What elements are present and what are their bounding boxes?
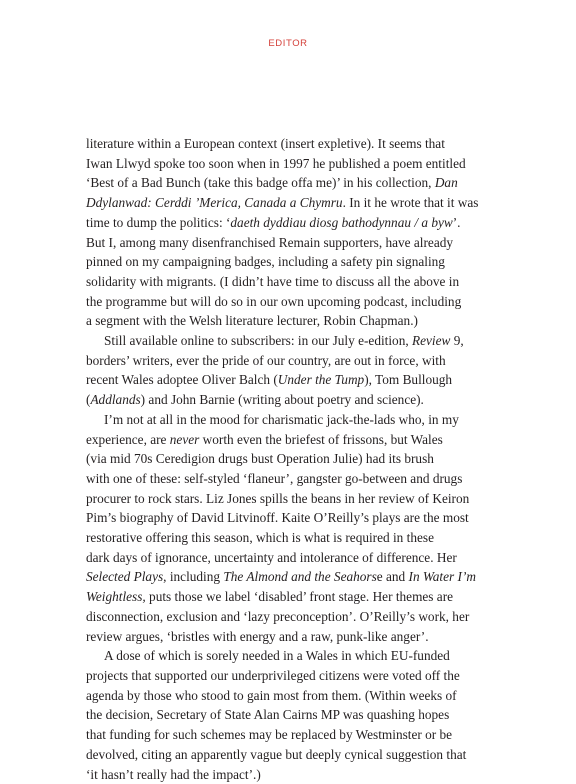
- text-line: [86, 627, 516, 647]
- text-line: [86, 154, 516, 174]
- text-line: [86, 449, 516, 469]
- text-run: But I, among many disenfranchised Remain supporters, have already: [86, 235, 453, 250]
- text-line: [86, 390, 516, 410]
- italic-text-run: Addlands: [90, 392, 140, 407]
- text-run: ) and John Barnie (writing about poetry and science).: [141, 392, 424, 407]
- text-line: [86, 508, 516, 528]
- text-run: e and: [377, 569, 409, 584]
- text-line: [86, 469, 516, 489]
- text-run: ’.: [453, 215, 461, 230]
- text-run: procurer to rock stars. Liz Jones spills the beans in her review of Keiron: [86, 491, 469, 506]
- italic-text-run: daeth dyddiau diosg bathodynnau / a byw: [230, 215, 452, 230]
- text-line: [86, 646, 516, 666]
- article-paragraph: [86, 410, 516, 646]
- article-body: [86, 134, 516, 784]
- text-line: [86, 292, 516, 312]
- text-run: the programme but will do so in our own upcoming podcast, including: [86, 294, 461, 309]
- italic-text-run: Under the Tump: [278, 372, 364, 387]
- text-run: dark days of ignorance, uncertainty and intolerance of difference. Her: [86, 550, 457, 565]
- italic-text-run: Selected Plays: [86, 569, 163, 584]
- running-head-section-label: EDITOR: [0, 38, 576, 49]
- text-run: disconnection, exclusion and ‘lazy preconception’. O’Reilly’s work, her: [86, 609, 469, 624]
- article-paragraph: [86, 646, 516, 784]
- text-line: [86, 430, 516, 450]
- text-line: [86, 272, 516, 292]
- text-line: [86, 666, 516, 686]
- italic-text-run: The Almond and the Seahors: [223, 569, 376, 584]
- text-run: Pim’s biography of David Litvinoff. Kaite O’Reilly’s plays are the most: [86, 510, 469, 525]
- text-line: [86, 705, 516, 725]
- text-run: the decision, Secretary of State Alan Cairns MP was quashing hopes: [86, 707, 449, 722]
- italic-text-run: In Water I’m: [409, 569, 476, 584]
- text-line: [86, 370, 516, 390]
- text-line: [86, 193, 516, 213]
- article-paragraph: [86, 331, 516, 410]
- text-run: that funding for such schemes may be replaced by Westminster or be: [86, 727, 452, 742]
- text-line: [86, 587, 516, 607]
- text-line: [86, 548, 516, 568]
- text-run: solidarity with migrants. (I didn’t have time to discuss all the above in: [86, 274, 459, 289]
- text-run: experience, are: [86, 432, 170, 447]
- italic-text-run: never: [170, 432, 200, 447]
- text-line: [86, 252, 516, 272]
- text-line: [86, 233, 516, 253]
- text-run: ‘Best of a Bad Bunch (take this badge offa me)’ in his collection,: [86, 175, 435, 190]
- text-run: a segment with the Welsh literature lecturer, Robin Chapman.): [86, 313, 418, 328]
- text-line: [86, 686, 516, 706]
- text-run: review argues, ‘bristles with energy and a raw, punk-like anger’.: [86, 629, 429, 644]
- text-line: [86, 311, 516, 331]
- text-line: [86, 331, 516, 351]
- text-run: I’m not at all in the mood for charismatic jack-the-lads who, in my: [104, 412, 459, 427]
- text-run: ‘it hasn’t really had the impact’.): [86, 767, 261, 782]
- text-run: ), Tom Bullough: [364, 372, 452, 387]
- text-run: time to dump the politics: ‘: [86, 215, 230, 230]
- text-run: borders’ writers, ever the pride of our country, are out in force, with: [86, 353, 446, 368]
- text-run: (: [86, 392, 90, 407]
- article-paragraph: [86, 134, 516, 331]
- text-line: [86, 745, 516, 765]
- text-line: [86, 765, 516, 784]
- text-run: Still available online to subscribers: in our July e-edition,: [104, 333, 412, 348]
- text-run: puts those we label ‘disabled’ front stage. Her themes are: [146, 589, 453, 604]
- text-run: , including: [163, 569, 223, 584]
- text-run: worth even the briefest of frissons, but Wales: [199, 432, 443, 447]
- text-run: (via mid 70s Ceredigion drugs bust Operation Julie) had its brush: [86, 451, 434, 466]
- text-run: projects that supported our underprivileged citizens were voted off the: [86, 668, 460, 683]
- text-run: recent Wales adoptee Oliver Balch (: [86, 372, 278, 387]
- italic-text-run: Weightless,: [86, 589, 146, 604]
- text-line: [86, 607, 516, 627]
- text-line: [86, 528, 516, 548]
- italic-text-run: Dan: [435, 175, 458, 190]
- text-run: . In it he wrote that it was: [343, 195, 479, 210]
- text-run: pinned on my campaigning badges, including a safety pin signaling: [86, 254, 445, 269]
- text-line: [86, 725, 516, 745]
- text-run: Iwan Llwyd spoke too soon when in 1997 he published a poem entitled: [86, 156, 466, 171]
- text-line: [86, 567, 516, 587]
- text-run: devolved, citing an apparently vague but deeply cynical suggestion that: [86, 747, 466, 762]
- text-line: [86, 351, 516, 371]
- text-run: A dose of which is sorely needed in a Wales in which EU-funded: [104, 648, 450, 663]
- text-line: [86, 410, 516, 430]
- text-line: [86, 173, 516, 193]
- text-run: with one of these: self-styled ‘flaneur’, gangster go-between and drugs: [86, 471, 462, 486]
- italic-text-run: Ddylanwad: Cerddi ’Merica, Canada a Chymru: [86, 195, 343, 210]
- text-run: restorative offering this season, which is what is required in these: [86, 530, 434, 545]
- text-line: [86, 489, 516, 509]
- italic-text-run: Review: [412, 333, 450, 348]
- text-run: 9,: [450, 333, 463, 348]
- text-run: agenda by those who stood to gain most from them. (Within weeks of: [86, 688, 457, 703]
- text-line: [86, 134, 516, 154]
- text-run: literature within a European context (insert expletive). It seems that: [86, 136, 445, 151]
- text-line: [86, 213, 516, 233]
